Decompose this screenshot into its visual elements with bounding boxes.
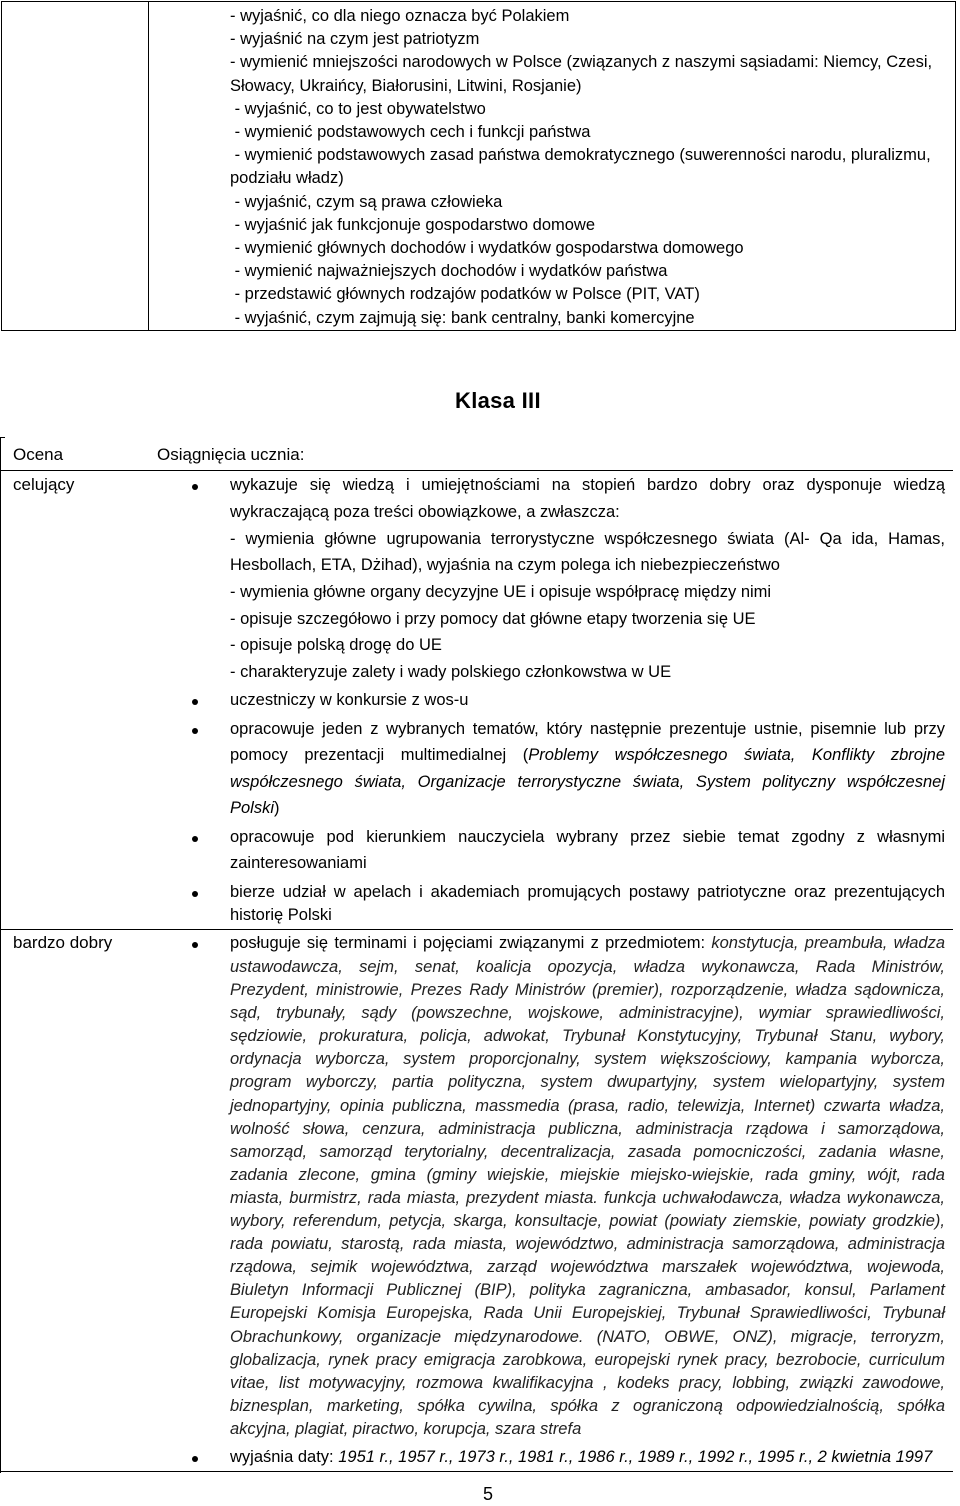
terms-line: ustawodawcza, sejm, senat, koalicja opozycja, władza wykonawcza, Rada Ministrów,	[230, 958, 945, 976]
celujacy-b3-line	[230, 799, 945, 818]
grade-celujacy: celujący	[13, 475, 75, 494]
celujacy-b2-line: uczestniczy w konkursie z wos-u	[230, 691, 469, 709]
bullet-icon	[192, 1456, 198, 1462]
top-list-item: - wyjaśnić, czym zajmują się: bank centralny, banki komercyjne	[230, 308, 695, 327]
terms-line: vitae, list motywacyjny, rozmowa kwalifikacyjna , kodeks pracy, lobbing, związki zawodowe,	[230, 1373, 945, 1392]
terms-line: jednopartyjny, opinia publiczna, massmedia (prasa, radio, telewizja, Internet) czwarta władza,	[230, 1096, 945, 1115]
celujacy-b1-line: - wymienia główne organy decyzyjne UE i opisuje współpracę między nimi	[230, 583, 772, 601]
top-table-grade-cell	[2, 2, 149, 330]
top-list-item: - wyjaśnić, czym są prawa człowieka	[230, 192, 503, 211]
dates-list: 1951 r., 1957 r., 1973 r., 1981 r., 1986 r., 1989 r., 1992 r., 1995 r., 2 kwietnia 1997	[338, 1448, 933, 1466]
grade-bardzo-dobry: bardzo dobry	[13, 933, 113, 952]
celujacy-b5-line: bierze udział w apelach i akademiach promujących postawy patriotyczne oraz prezentujących	[230, 883, 945, 901]
bardzo-dobry-intro	[230, 934, 945, 953]
celujacy-b1-line: - wymienia główne ugrupowania terrorystyczne współczesnego świata (Al- Qa ida, Hamas,	[230, 530, 945, 548]
table-left-border	[0, 437, 1, 1473]
top-list-item: - wymienić najważniejszych dochodów i wydatków państwa	[230, 262, 668, 281]
top-list-item: - wymienić podstawowych cech i funkcji państwa	[230, 123, 591, 142]
bullet-icon	[192, 942, 198, 948]
celujacy-b4-line: opracowuje pod kierunkiem nauczyciela wybrany przez siebie temat zgodny z własnymi	[230, 828, 945, 846]
celujacy-b5-line: historię Polski	[230, 906, 332, 924]
page-number: 5	[483, 1484, 494, 1504]
top-list-item: - wymienić głównych dochodów i wydatków gospodarstwa domowego	[230, 239, 744, 258]
terms-line: miasta, burmistrz, rada miasta, prezydent miasta. funkcja uchwałodawcza, władza wykonawcza,	[230, 1188, 945, 1207]
terms-line: biznesplan, marketing, spółka cywilna, spółka z ograniczoną odpowiedzialnością, spółka	[230, 1396, 945, 1415]
celujacy-b3-line: opracowuje jeden z wybranych tematów, który następnie prezentuje ustnie, pisemnie lub przy	[230, 720, 945, 738]
section-title: Klasa III	[455, 388, 541, 413]
bardzo-dobry-dates	[230, 1448, 945, 1467]
top-list-item: - wyjaśnić na czym jest patriotyzm	[230, 30, 480, 49]
header-achievements: Osiągnięcia ucznia:	[157, 445, 305, 464]
bardzo-dobry-intro-terms: konstytucja, preambuła, władza	[711, 934, 946, 952]
top-list-item: Słowacy, Ukraińcy, Białorusini, Litwini, Rosjanie)	[230, 76, 582, 95]
terms-line: sędziowie, prokuratura, policja, adwokat, Trybunał Konstytucyjny, Trybunał Stanu, wybory,	[230, 1027, 945, 1046]
terms-line: Obrachunkowy, organizacje międzynarodowe. (NATO, OBWE, ONZ), migracje, terroryzm,	[230, 1327, 945, 1346]
terms-line: sąd, trybunały, sądy (powszechne, wojskowe, administracyjne), wymiar sprawiedliwości,	[230, 1004, 945, 1023]
bullet-icon	[192, 484, 198, 490]
top-list-item: podziału władz)	[230, 169, 344, 188]
terms-line: Biuletyn Informacji Publicznej (BIP), polityka zagraniczna, ambasador, konsul, Parlament	[230, 1281, 945, 1300]
terms-line: ordynacja wyborcza, system proporcjonalny, system większościowy, kampania wyborcza,	[230, 1050, 945, 1069]
terms-line: samorząd, samorząd terytorialny, decentralizacja, zasada pomocniczości, zadania własne,	[230, 1142, 945, 1161]
terms-line: program wyborczy, partia polityczna, system dwupartyjny, system wielopartyjny, system	[230, 1073, 945, 1092]
bullet-icon	[192, 836, 198, 842]
celujacy-b3-text: )	[274, 799, 280, 817]
terms-line: akcyjna, plagiat, piractwo, korupcja, szara strefa	[230, 1419, 582, 1438]
terms-line: rada powiatu, starostą, rada miasta, województwo, administracja samorządowa, administracja	[230, 1235, 945, 1254]
celujacy-b4-line: zainteresowaniami	[230, 854, 367, 872]
celujacy-b3-italic: Problemy współczesnego świata, Konflikty zbrojne	[528, 746, 945, 764]
celujacy-b1-line: - opisuje szczegółowo i przy pomocy dat główne etapy tworzenia się UE	[230, 610, 756, 628]
bullet-icon	[192, 699, 198, 705]
header-grade: Ocena	[13, 445, 64, 464]
celujacy-b1-line: Hesbollach, ETA, Dżihad), wyjaśnia na czym polega ich niebezpieczeństwo	[230, 556, 780, 574]
top-list-item: - wyjaśnić, co dla niego oznacza być Polakiem	[230, 7, 570, 25]
top-list-item: - wyjaśnić jak funkcjonuje gospodarstwo domowe	[230, 215, 596, 234]
top-list-item: - wyjaśnić, co to jest obywatelstwo	[230, 99, 486, 118]
terms-line: Europejski Komisja Europejska, Rada Unii Europejskiej, Trybunał Sprawiedliwości, Trybunał	[230, 1304, 945, 1323]
celujacy-b1-line: - opisuje polską drogę do UE	[230, 636, 442, 654]
celujacy-b3-italic: Polski	[230, 799, 275, 817]
terms-line: Prezydent, ministrowie, Prezes Rady Ministrów (premier), rozporządzenie, władza sądownicza,	[230, 981, 945, 1000]
top-list-item: - przedstawić głównych rodzajów podatków w Polsce (PIT, VAT)	[230, 285, 700, 304]
terms-line: globalizacja, rynek pracy emigracja zarobkowa, europejski rynek pracy, bezrobocie, curriculum	[230, 1350, 945, 1369]
terms-line: zadania zlecone, gmina (gminy wiejskie, miejskie miejsko-wiejskie, rada gminy, wójt, rada	[230, 1165, 945, 1184]
dates-label: wyjaśnia daty:	[230, 1448, 339, 1466]
grade-row-divider	[0, 929, 953, 930]
celujacy-b3-text: pomocy prezentacji multimedialnej (	[230, 746, 529, 764]
top-list-item: - wymienić podstawowych zasad państwa demokratycznego (suwerenności narodu, pluralizmu,	[230, 146, 931, 165]
celujacy-b1-line: wykraczającą poza treści obowiązkowe, a zwłaszcza:	[230, 503, 620, 521]
terms-line: rządowa, sejmik województwa, zarząd województwa marszałek województwa, wojewoda,	[230, 1258, 945, 1277]
top-table-content	[230, 5, 946, 330]
bullet-icon	[192, 728, 198, 734]
table-bottom-border	[0, 1471, 953, 1472]
celujacy-b3-line	[230, 746, 945, 765]
bardzo-dobry-intro-text: posługuje się terminami i pojęciami związanymi z przedmiotem:	[230, 934, 712, 952]
celujacy-b1-line: wykazuje się wiedzą i umiejętnościami na stopień bardzo dobry oraz dysponuje wiedzą	[230, 476, 945, 494]
header-row-divider	[0, 470, 953, 471]
celujacy-b1-line: - charakteryzuje zalety i wady polskiego członkowstwa w UE	[230, 663, 672, 681]
bullet-icon	[192, 891, 198, 897]
terms-line: wolność słowa, cenzura, administracja publiczna, administracja rządowa i samorządowa,	[230, 1119, 945, 1138]
terms-line: wybory, referendum, petycja, skarga, konsultacje, powiat (powiaty ziemskie, powiaty grodzkie),	[230, 1212, 945, 1231]
bardzo-dobry-terms	[230, 956, 945, 1441]
top-list-item: - wymienić mniejszości narodowych w Polsce (związanych z naszymi sąsiadami: Niemcy, Czesi,	[230, 53, 933, 72]
celujacy-b3-line: współczesnego świata, Organizacje terrorystyczne świata, System polityczny współczesnej	[230, 773, 945, 791]
